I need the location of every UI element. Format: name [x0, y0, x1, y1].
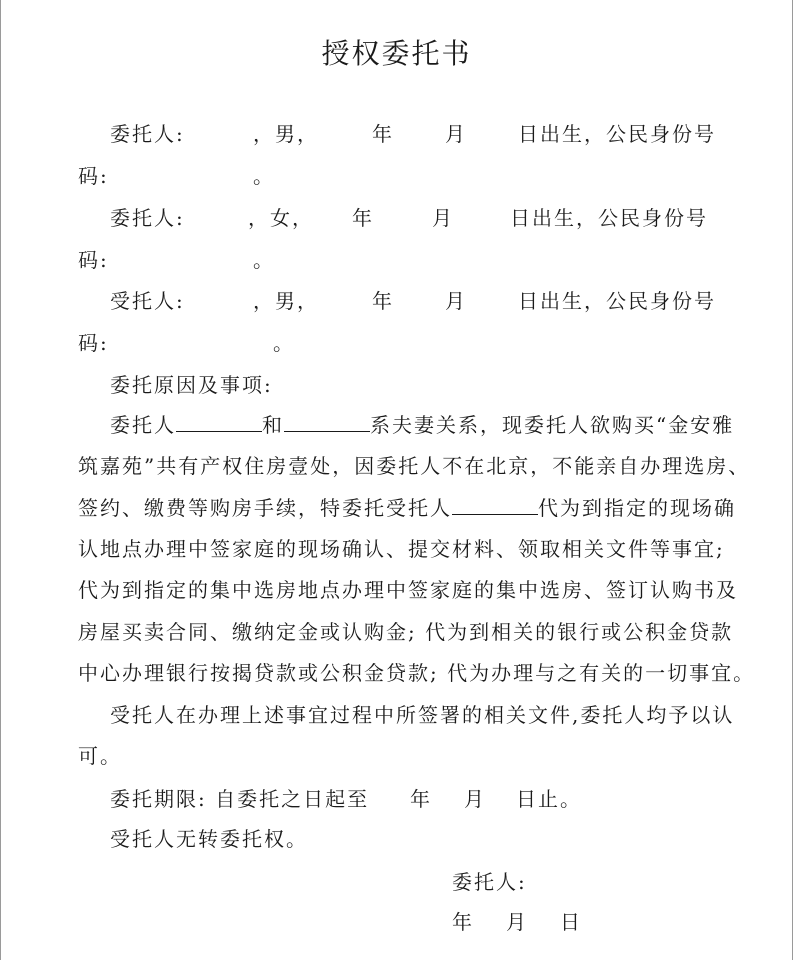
reason-heading: 委托原因及事项: [110, 373, 273, 397]
no-transfer-note: 受托人无转委托权。 [110, 827, 308, 851]
agent-id-end: 。 [273, 331, 295, 355]
body-line-5: 代为到指定的集中选房地点办理中签家庭的集中选房、签订认购书及 [78, 578, 738, 602]
period-year: 年 [410, 787, 432, 811]
principal-1-gender: ，男， [253, 122, 319, 146]
approval-line-1: 受托人在办理上述事宜过程中所签署的相关文件,委托人均予以认 [110, 703, 735, 727]
body-line-7: 中心办理银行按揭贷款或公积金贷款; 代为办理与之有关的一切事宜。 [78, 661, 756, 685]
agent-gender: ，男， [253, 289, 319, 313]
blank-principal-1 [176, 411, 262, 432]
principal-1-year: 年 [372, 122, 394, 146]
principal-2-year: 年 [352, 206, 374, 230]
principal-1-id-label: 码: [78, 164, 109, 188]
signature-day: 日 [560, 910, 582, 934]
agent-month: 月 [445, 289, 467, 313]
signature-label: 委托人: [452, 870, 527, 894]
body-line-3-b: 代为到指定的现场确 [538, 496, 736, 520]
period-day: 日止。 [516, 787, 582, 811]
period-label: 委托期限: 自委托之日起至 [110, 787, 370, 811]
principal-1-label: 委托人: [110, 122, 185, 146]
blank-agent [452, 494, 538, 515]
principal-2-id-end: 。 [253, 248, 275, 272]
body-line-1 [110, 411, 734, 439]
body-line-6: 房屋买卖合同、缴纳定金或认购金; 代为到相关的银行或公积金贷款 [78, 620, 734, 644]
document-title: 授权委托书 [321, 37, 472, 70]
body-line-1-a: 委托人 [110, 413, 176, 437]
body-line-3 [78, 494, 736, 522]
body-line-4: 认地点办理中签家庭的现场确认、提交材料、领取相关文件等事宜; [78, 537, 725, 561]
principal-2-label: 委托人: [110, 206, 185, 230]
signature-year: 年 [452, 910, 474, 934]
body-line-2: 筑嘉苑”共有产权住房壹处，因委托人不在北京，不能亲自办理选房、 [78, 454, 751, 478]
principal-2-id-label: 码: [78, 248, 109, 272]
principal-1-birth-suffix: 日出生，公民身份号 [518, 122, 716, 146]
principal-2-birth-suffix: 日出生，公民身份号 [510, 206, 708, 230]
agent-year: 年 [372, 289, 394, 313]
agent-label: 受托人: [110, 289, 185, 313]
approval-line-2: 可。 [78, 744, 122, 768]
agent-id-label: 码: [78, 331, 109, 355]
principal-2-gender: ，女， [248, 206, 314, 230]
body-line-1-b: 和 [262, 413, 284, 437]
period-month: 月 [464, 787, 486, 811]
principal-1-id-end: 。 [253, 164, 275, 188]
page-edge-left [0, 0, 1, 960]
principal-1-month: 月 [445, 122, 467, 146]
body-line-3-a: 签约、缴费等购房手续，特委托受托人 [78, 496, 452, 520]
body-line-1-c: 系夫妻关系，现委托人欲购买“金安雅 [370, 413, 735, 437]
principal-2-month: 月 [432, 206, 454, 230]
signature-month: 月 [506, 910, 528, 934]
blank-principal-2 [284, 411, 370, 432]
agent-birth-suffix: 日出生，公民身份号 [518, 289, 716, 313]
